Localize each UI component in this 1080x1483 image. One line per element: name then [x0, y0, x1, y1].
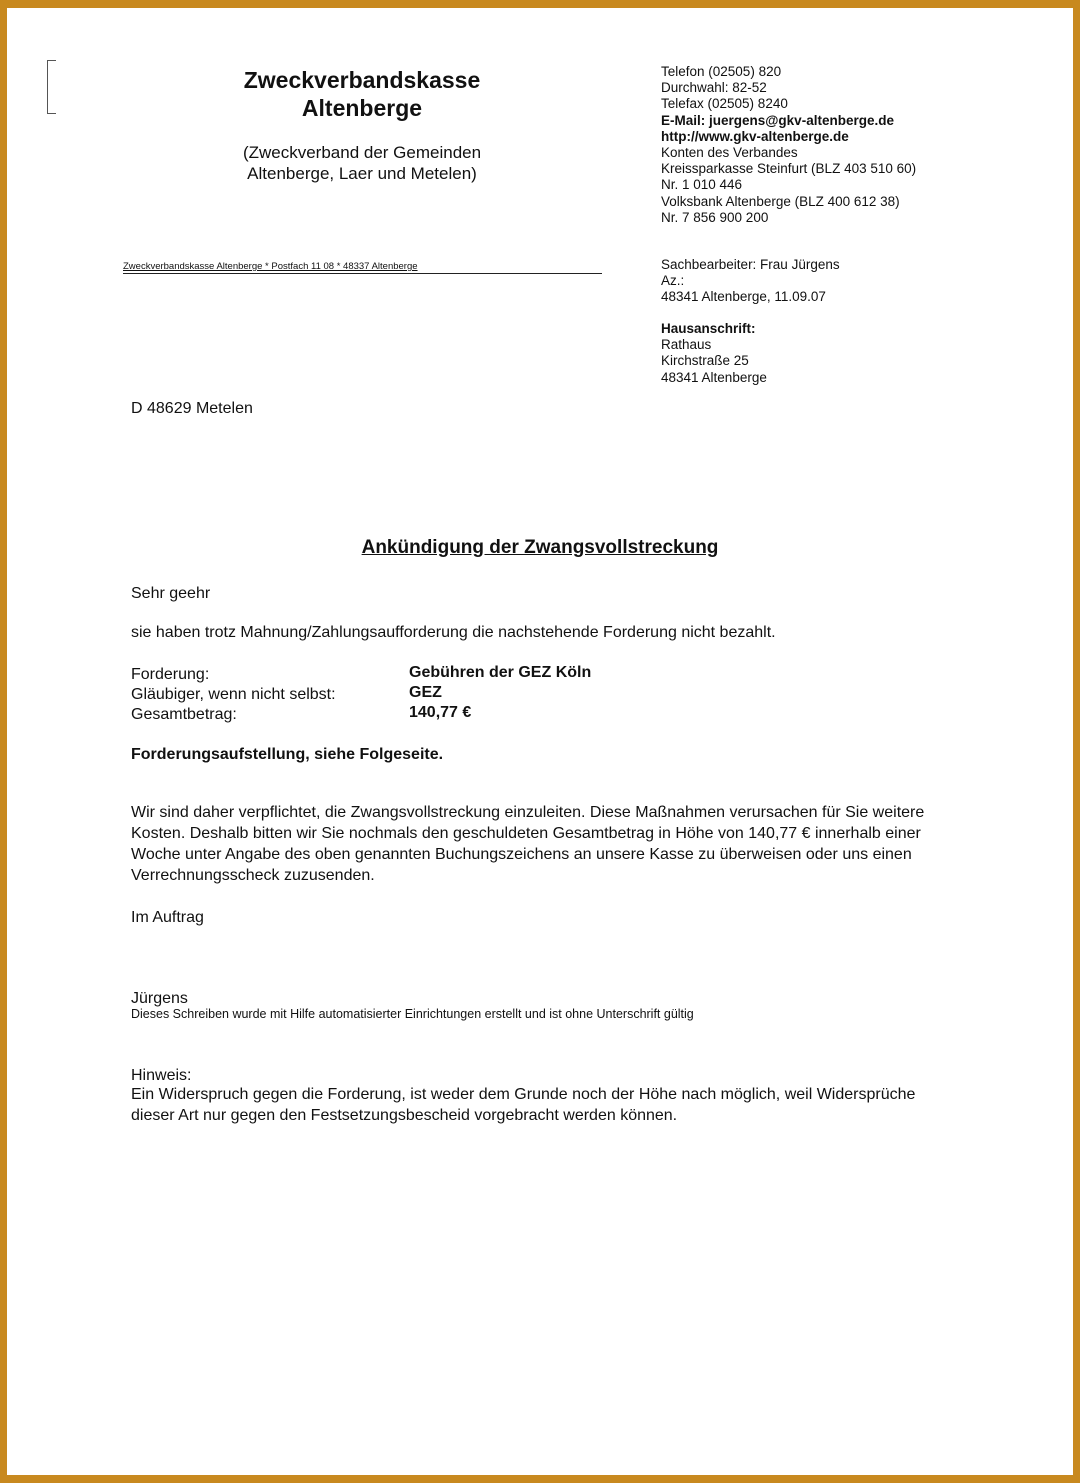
auto-note: Dieses Schreiben wurde mit Hilfe automatisierter Einrichtungen erstellt und ist ohne Unterschrift gültig — [131, 1007, 694, 1021]
aufstellung-note: Forderungsaufstellung, siehe Folgeseite. — [131, 746, 444, 763]
letter-heading: Ankündigung der Zwangsvollstreckung — [361, 537, 719, 558]
hausanschrift-line1: Rathaus — [661, 337, 712, 353]
org-name-line2: Altenberge — [301, 95, 423, 121]
hausanschrift-label: Hausanschrift: — [661, 321, 756, 336]
contact-bank1-nr: Nr. 1 010 446 — [661, 177, 743, 193]
clerk-block — [661, 257, 840, 306]
signer-name: Jürgens — [131, 990, 188, 1007]
contact-konten: Konten des Verbandes — [661, 145, 798, 161]
org-desc-line2: Altenberge, Laer und Metelen) — [247, 164, 477, 183]
contact-web: http://www.gkv-altenberge.de — [661, 128, 849, 144]
letter-page — [7, 8, 1073, 1475]
forderung-label: Forderung: — [131, 666, 210, 683]
contact-durchwahl: Durchwahl: 82-52 — [661, 80, 767, 96]
hausanschrift-line2: Kirchstraße 25 — [661, 353, 749, 369]
hint-label: Hinweis: — [131, 1067, 192, 1084]
sender-return-address: Zweckverbandskasse Altenberge * Postfach 11 08 * 48337 Altenberge — [123, 261, 602, 274]
gesamt-value: 140,77 € — [409, 704, 472, 721]
gesamt-label: Gesamtbetrag: — [131, 706, 237, 723]
contact-bank1: Kreissparkasse Steinfurt (BLZ 403 510 60) — [661, 161, 917, 177]
clerk-sachbearbeiter: Sachbearbeiter: Frau Jürgens — [661, 257, 840, 272]
forderung-value: Gebühren der GEZ Köln — [409, 664, 592, 681]
salutation: Sehr geehr — [131, 585, 211, 602]
contact-block — [661, 64, 916, 226]
main-paragraph: Wir sind daher verpflichtet, die Zwangsvollstreckung einzuleiten. Diese Maßnahmen verursachen für Sie weitere Kosten. Deshalb bitten wir Sie nochmals den geschuldeten Gesamtbetrag in Höhe von 140,77 € innerhalb einer Woche unter Angabe des oben genannten Buchungszeichens an unsere Kasse zu überweisen oder uns einen Verrechnungsscheck zuzusenden. — [131, 804, 925, 884]
closing: Im Auftrag — [131, 909, 204, 926]
glaeubiger-label: Gläubiger, wenn nicht selbst: — [131, 686, 336, 703]
org-name-line1: Zweckverbandskasse — [243, 67, 481, 93]
glaeubiger-value: GEZ — [409, 684, 442, 701]
contact-telefon: Telefon (02505) 820 — [661, 64, 782, 79]
clerk-ort-datum: 48341 Altenberge, 11.09.07 — [661, 289, 826, 305]
org-desc-line1: (Zweckverband der Gemeinden — [242, 143, 482, 162]
hausanschrift-line3: 48341 Altenberge — [661, 369, 767, 385]
hint-text: Ein Widerspruch gegen die Forderung, ist weder dem Grunde noch der Höhe nach möglich, weil Widersprüche dieser Art nur gegen den Festsetzungsbescheid vorgebracht werden können. — [131, 1086, 916, 1124]
contact-bank2: Volksbank Altenberge (BLZ 400 612 38) — [661, 193, 900, 209]
clerk-az: Az.: — [661, 273, 685, 289]
contact-email: E-Mail: juergens@gkv-altenberge.de — [661, 112, 894, 128]
contact-telefax: Telefax (02505) 8240 — [661, 96, 788, 112]
contact-bank2-nr: Nr. 7 856 900 200 — [661, 209, 769, 225]
scan-bracket-mark — [47, 60, 56, 114]
intro-text: sie haben trotz Mahnung/Zahlungsaufforderung die nachstehende Forderung nicht bezahlt. — [131, 624, 776, 641]
hausanschrift-block — [661, 321, 767, 386]
recipient-address: D 48629 Metelen — [131, 400, 253, 417]
